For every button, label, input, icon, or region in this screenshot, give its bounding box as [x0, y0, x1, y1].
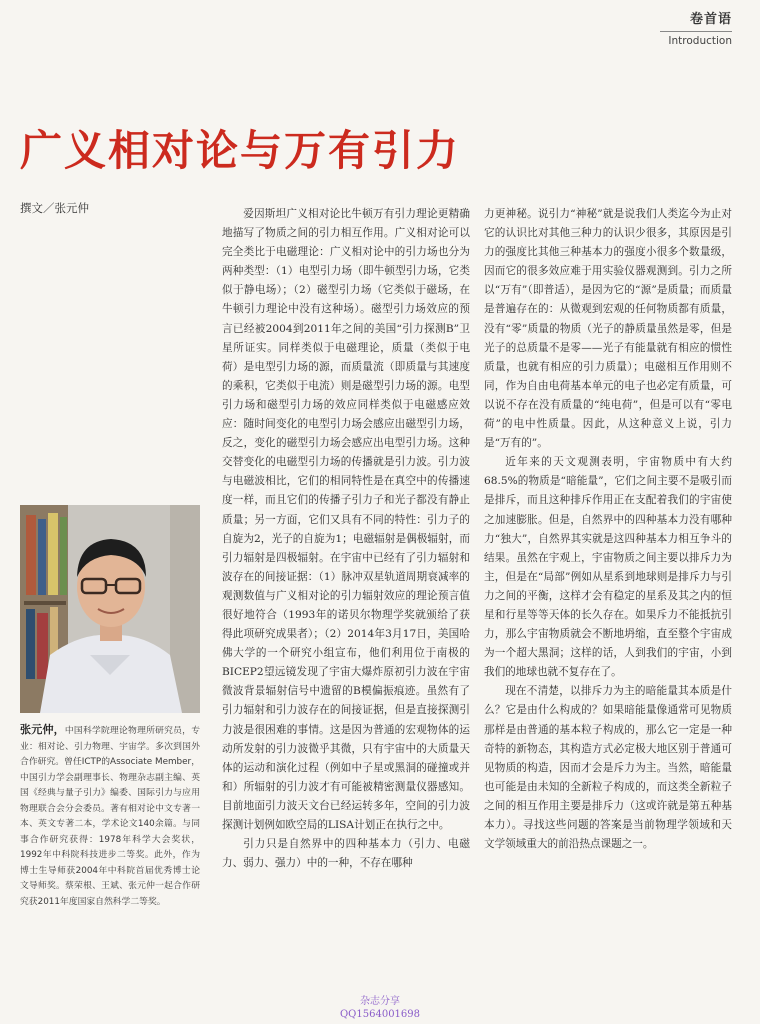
section-header	[660, 8, 732, 47]
section-title-cn: 卷首语	[689, 12, 732, 27]
footer-watermark	[0, 995, 760, 1021]
author-bio-text: 中国科学院理论物理所研究员，专业：相对论、引力物理、宇宙学。多次到国外合作研究。曾任ICTP的Associate Member，中国引力学会副理事长、物理杂志副主编、英国《经典与量子引力》编委、国际引力与应用物理联合会分会委员。著有相对论中文专著一本、英文专著二本，学术论文140余篇。与同事合作研究获得：1978年科学大会奖状，1992年中科院科技进步二等奖。此外，作为博士生导师获2004年中科院首届优秀博士论文导师奖。蔡荣根、王斌、张元仲一起合作研究获2011年度国家自然科学二等奖。	[20, 726, 200, 907]
author-photo	[20, 505, 200, 713]
section-divider	[660, 31, 732, 32]
footer-line-2: QQ1564001698	[339, 1009, 421, 1020]
paragraph: 近年来的天文观测表明，宇宙物质中有大约68.5%的物质是“暗能量”，它们之间主要不是吸引而是排斥，而且这种排斥作用正在支配着我们的宇宙使之加速膨胀。但是，自然界中的四种基本力没有哪种力“独大”，自然界其实就是这四种基本力相互争斗的结果。虽然在宇观上，宇宙物质之间主要以排斥力为主，但是在“局部”例如从星系到地球则是排斥力与引力之间的平衡，这样才会有稳定的星系及其之内的恒星和行星等等天体的长久存在。如果斥力不能抵抗引力，那么宇宙物质就会不断地坍缩，直至整个宇宙成为一个超大黑洞；这样的话，人到我们的宇宙，小到我们的地球也就不复存在了。	[484, 456, 732, 679]
section-title-en: Introduction	[668, 35, 732, 47]
author-portrait-image	[20, 505, 200, 713]
article-column-middle	[222, 205, 470, 873]
footer-line-1: 杂志分享	[360, 996, 400, 1007]
paragraph: 现在不清楚，以排斥力为主的暗能量其本质是什么？它是由什么构成的？如果暗能量像通常可见物质那样是由普通的基本粒子构成的，那么它一定是一种奇特的新物态，其构造方式必定极大地区别于普通可见物质的构造，因而才会是斥力为主。当然，暗能量也可能是由未知的全新粒子构成的，而这类全新粒子之间的相互作用主要是排斥力（这或许就是第五种基本力）。寻找这些问题的答案是当前物理学领域和天文学领域重大的前沿热点课题之一。	[484, 685, 732, 851]
paragraph: 力更神秘。说引力“神秘”就是说我们人类迄今为止对它的认识比对其他三种力的认识少很多，其原因是引力的强度比其他三种基本力的强度小很多个数量级，因而它的很多效应难于用实验仪器观测到。引力之所以“万有”（即普适），是因为它的“源”是质量；而质量是普遍存在的：从微观到宏观的任何物质都有质量，没有“零”质量的物质（光子的静质量虽然是零，但是光子的总质量不是零——光子有能量就有相应的惯性质量，也就有相应的引力质量）；电磁相互作用则不同，作为自由电荷基本单元的电子也必定有质量，可以说不存在没有质量的“纯电荷”，但是可以有“零电荷”的电中性质量。因此，从这种意义上说，引力是“万有的”。	[484, 208, 732, 450]
paragraph: 引力只是自然界中的四种基本力（引力、电磁力、弱力、强力）中的一种，不存在哪种	[222, 838, 470, 870]
author-name: 张元仲，	[20, 723, 65, 736]
article-column-right	[484, 205, 732, 854]
paragraph: 爱因斯坦广义相对论比牛顿万有引力理论更精确地描写了物质之间的引力相互作用。广义相对论可以完全类比于电磁理论：广义相对论中的引力场也分为两种类型：（1）电型引力场（即牛顿型引力场，它类似于静电场）；（2）磁型引力场（它类似于磁场，在牛顿引力理论中没有这种场）。磁型引力场效应的预言已经被2004到2011年之间的美国“引力探测B”卫星所证实。同样类似于电磁理论，质量（类似于电荷）是电型引力场的源，而质量流（即质量与其速度的乘积，它类似于电流）则是磁型引力场的源。电型引力场和磁型引力场的效应同样类似于电磁感应效应：随时间变化的电型引力场会感应出磁型引力场，反之，变化的磁型引力场会感应出电型引力场。这种交替变化的电磁型引力场的传播就是引力波。引力波与电磁波相比，它们的相同特性是在真空中的传播速度一样，而且它们的传播子引力子和光子都没有静止质量；另一方面，它们又具有不同的特性：引力子的自旋为2，光子的自旋为1；电磁辐射是偶极辐射，而引力辐射是四极辐射。在宇宙中已经有了引力辐射和波存在的间接证据：（1）脉冲双星轨道周期衰减率的观测数值与广义相对论的引力辐射效应的理论预言值很好地符合（1993年的诺贝尔物理学奖就颁给了获得此项研究成果者）；（2）2014年3月17日，美国哈佛大学的一个研究小组宣布，他们利用位于南极的BICEP2望远镜发现了宇宙大爆炸原初引力波在宇宙微波背景辐射信号中遗留的B模偏振痕迹。虽然有了引力辐射和引力波存在的间接证据，但是直接探测引力波是很困难的事情。这是因为普通的宏观物体的运动所发射的引力波微乎其微，只有宇宙中的大质量天体的运动和演化过程（例如中子星或黑洞的碰撞或并和）所辐射的引力波才有可能被精密测量仪器感知。目前地面引力波天文台已经运转多年，空间的引力波探测计划例如欧空局的LISA计划正在执行之中。	[222, 208, 470, 831]
author-bio	[20, 722, 200, 910]
author-byline: 撰文／张元仲	[20, 201, 89, 215]
article-title: 广义相对论与万有引力	[20, 126, 461, 175]
